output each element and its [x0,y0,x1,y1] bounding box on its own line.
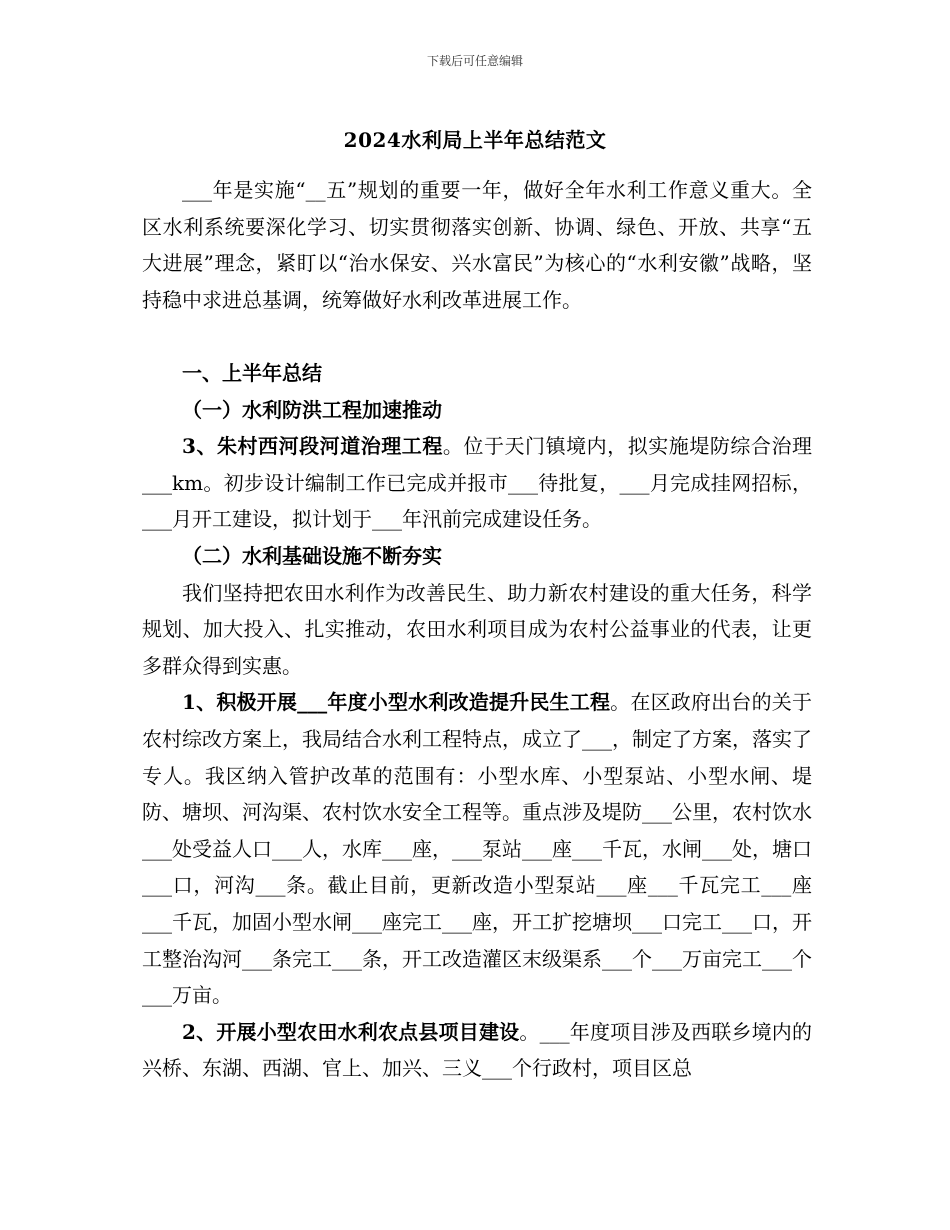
item3-body: 。位于天门镇境内，拟实施堤防综合治理___km。初步设计编制工作已完成并报市___待批复，___月完成挂网招标，___月开工建设，拟计划于___年汛前完成建设任务。 [142,434,813,532]
sub2-paragraph: 我们坚持把农田水利作为改善民生、助力新农村建设的重大任务，科学规划、加大投入、扎实推动，农田水利项目成为农村公益事业的代表，让更多群众得到实惠。 [142,580,812,678]
document-body [142,172,812,318]
item1-paragraph [142,684,812,1013]
item1-body: 。在区政府出台的关于农村综改方案上，我局结合水利工程特点，成立了___，制定了方案，落实了专人。我区纳入管护改革的范围有：小型水库、小型泵站、小型水闸、堤防、塘坝、河沟渠、农村饮水安全工程等。重点涉及堤防___公里，农村饮水___处受益人口___人，水库___座，___泵站___座___千瓦，水闸___处，塘口___口，河沟___条。截止目前，更新改造小型泵站___座___千瓦完工___座___千瓦，加固小型水闸___座完工___座，开工扩挖塘坝___口完工___口，开工整治沟河___条完工___条，开工改造灌区末级渠系___个___万亩完工___个___万亩。 [142,690,812,1008]
item1-title: 1、积极开展___年度小型水利改造提升民生工程 [182,690,611,715]
section-1 [142,355,812,1087]
document-title: 2024水利局上半年总结范文 [343,128,607,152]
header-note: 下载后可任意编辑 [426,54,523,68]
item2-body: 。___年度项目涉及西联乡境内的兴桥、东湖、西湖、官上、加兴、三义___个行政村，项目区总 [142,1019,813,1081]
item2-paragraph [142,1014,812,1087]
item3-title: 3、朱村西河段河道治理工程 [182,434,443,459]
intro-paragraph: ___年是实施“__五”规划的重要一年，做好全年水利工作意义重大。全区水利系统要深化学习、切实贯彻落实创新、协调、绿色、开放、共享“五大进展”理念，紧盯以“治水保安、兴水富民”为核心的“水利安徽”战略，坚持稳中求进总基调，统筹做好水利改革进展工作。 [142,178,812,312]
section1-heading: 一、上半年总结 [182,361,322,385]
sub2-heading: （二）水利基础设施不断夯实 [182,543,442,568]
item2-title: 2、开展小型农田水利农点县项目建设 [182,1019,520,1044]
sub1-heading: （一）水利防洪工程加速推动 [182,397,442,422]
item3-paragraph [142,428,812,538]
